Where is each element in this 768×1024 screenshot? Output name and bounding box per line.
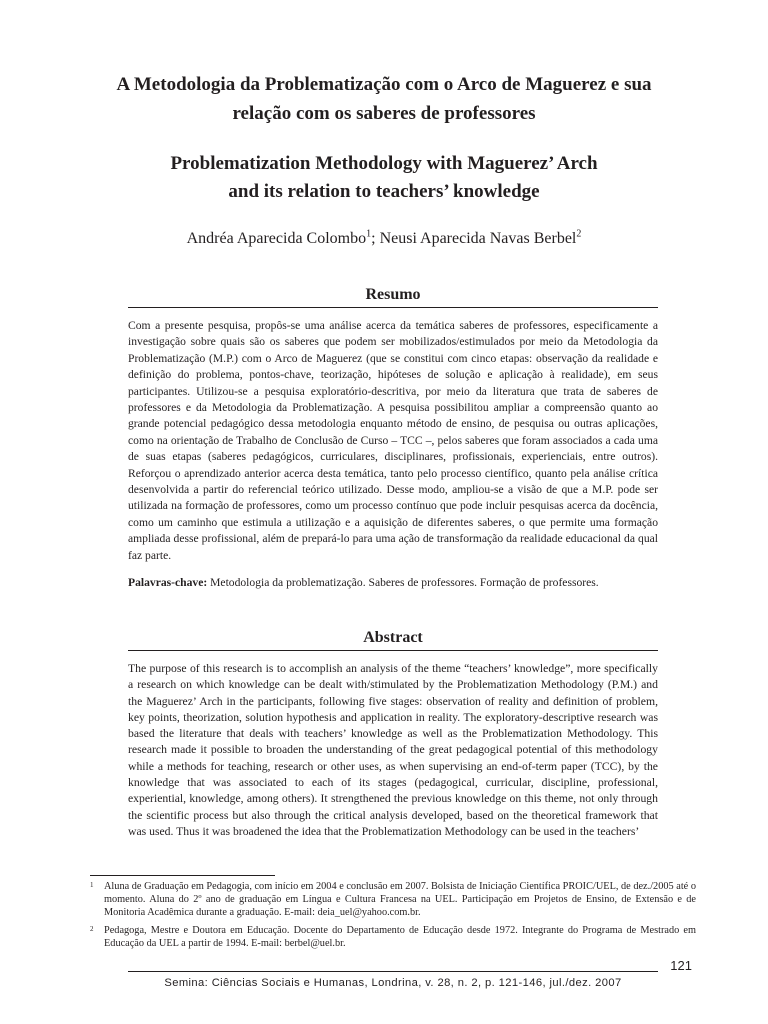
abstract-divider (128, 650, 658, 651)
title-english (80, 150, 688, 206)
running-footer: Semina: Ciências Sociais e Humanas, Londrina, v. 28, n. 2, p. 121-146, jul./dez. 2007 (164, 977, 622, 989)
footnote-1-text: Aluna de Graduação em Pedagogia, com início em 2004 e conclusão em 2007. Bolsista de Iniciação Científica PROIC/UEL, de dez./2005 até o momento. Aluna do 2º ano de graduação em Língua e Cultura Francesa na UEL. Participação em Projetos de Ensino, de Extensão e de Monitoria Acadêmica durante a graduação. E-mail: deia_uel@yahoo.com.br. (104, 881, 696, 919)
footer-divider (128, 971, 658, 972)
footnote-1 (92, 880, 696, 920)
resumo-keywords (128, 575, 658, 591)
title-portuguese (80, 70, 688, 128)
title-portuguese-line-1: A Metodologia da Problematização com o Arco de Maguerez e sua (116, 74, 652, 95)
abstract-heading: Abstract (363, 629, 423, 646)
footnote-2-text: Pedagoga, Mestre e Doutora em Educação. Docente do Departamento de Educação desde 1972. Integrante do Programa de Mestrado em Educação da UEL a partir de 1994. E-mail: berbel@uel.br. (104, 925, 696, 950)
author-separator: ; (371, 230, 380, 247)
author-1-name: Andréa Aparecida Colombo (186, 230, 367, 247)
author-1-footnote-mark[interactable]: 1 (366, 228, 372, 240)
page-number: 121 (670, 958, 692, 973)
title-english-line-1: Problematization Methodology with Maguerez’ Arch (170, 153, 598, 174)
title-portuguese-line-2: relação com os saberes de professores (232, 103, 536, 124)
author-2-name: Neusi Aparecida Navas Berbel (379, 230, 577, 247)
title-english-line-2: and its relation to teachers’ knowledge (228, 181, 540, 202)
resumo-heading: Resumo (365, 286, 421, 303)
footnote-divider (90, 875, 275, 876)
author-2-footnote-mark[interactable]: 2 (576, 228, 582, 240)
footnote-1-mark: 1 (90, 881, 94, 889)
keywords-label: Palavras-chave: (128, 576, 208, 589)
footnote-2-mark: 2 (90, 925, 94, 933)
keywords-values: Metodologia da problematização. Saberes de professores. Formação de professores. (207, 576, 599, 589)
resumo-text: Com a presente pesquisa, propôs-se uma análise acerca da temática saberes de professores, especificamente a investigação sobre quais são os saberes que podem ser mobilizados/estimulados por meio da Metodologia da Problematização (M.P.) com o Arco de Maguerez (que se constitui com cinco etapas: observação da realidade e definição do problema, pontos-chave, teorização, hipóteses de solução e aplicação à realidade), em seus participantes. Utilizou-se a pesquisa exploratório-descritiva, por meio da literatura que trata de saberes de professores e da Metodologia da Problematização. A pesquisa possibilitou ampliar a compreensão quanto ao grande potencial pedagógico dessa metodologia enquanto método de ensino, de pesquisa ou outras aplicações, como na orientação de Trabalho de Conclusão de Curso – TCC –, pelos saberes que foram associados a cada uma de suas etapas (saberes pedagógicos, curriculares, disciplinares, profissionais, experienciais, entre outros). Reforçou o aprendizado anterior acerca desta temática, tanto pelo processo científico, quanto pela análise crítica desenvolvida a partir do referencial teórico utilizado. Desse modo, ampliou-se a visão de que a M.P. pode ser utilizada na formação de professores, como um processo contínuo que pode incluir pesquisas acerca da docência, como um caminho que estimula a utilização e a aquisição de diferentes saberes, o que permite uma formação ampliada desse profissional, além de prepará-lo para uma ação de transformação da realidade educacional da qual faz parte. (128, 319, 658, 562)
abstract-text: The purpose of this research is to accomplish an analysis of the theme “teachers’ knowledge”, more specifically a research on which knowledge can be dealt with/stimulated by the Problematization Methodology (P.M.) and the Maguerez’ Arch in the participants, following five stages: observation of reality and definition of problem, key points, theorization, solution hypothesis and application in reality. The exploratory-descriptive research was based the literature that deals with teachers’ knowledge as well as the Problematization Methodology. This research made it possible to broaden the understanding of the great pedagogical potential of this methodology while a methods for teaching, research or other uses, as when supervising an end-of-term paper (TCC), by the knowledge that was associated to each of its stages (pedagogical, curricular, discipline, professional, experiential, knowledge, among others). It strengthened the previous knowledge on this theme, not only through the scientific process but also through the critical analysis developed, based on the theoretical framework that was used. Thus it was broadened the idea that the Problematization Methodology can be used in the teachers’ (128, 662, 658, 838)
author-list (80, 227, 688, 251)
footnote-2 (92, 924, 696, 950)
resumo-divider (128, 307, 658, 308)
